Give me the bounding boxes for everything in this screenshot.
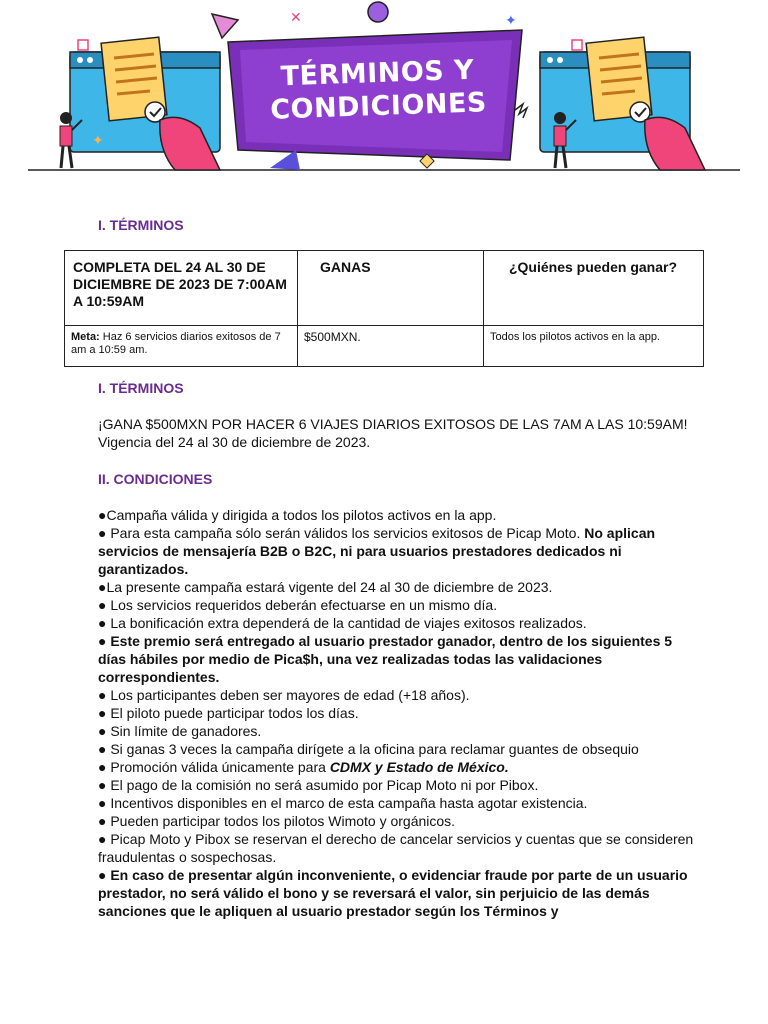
list-item: ● Si ganas 3 veces la campaña dirígete a la oficina para reclamar guantes de obsequio xyxy=(98,741,639,757)
svg-text:✦: ✦ xyxy=(505,13,517,29)
section-title-terminos: I. TÉRMINOS xyxy=(98,217,184,233)
promo-headline: ¡GANA $500MXN POR HACER 6 VIAJES DIARIOS EXITOSOS DE LAS 7AM A LAS 10:59AM! xyxy=(98,416,688,432)
list-item: ● El pago de la comisión no será asumido por Picap Moto ni por Pibox. xyxy=(98,777,539,793)
header-cell-prize: GANAS xyxy=(298,251,484,326)
list-item: ● Pueden participar todos los pilotos Wimoto y orgánicos. xyxy=(98,813,456,829)
section-title-terminos-2: I. TÉRMINOS xyxy=(98,380,184,396)
list-item: ● La bonificación extra dependerá de la cantidad de viajes exitosos realizados. xyxy=(98,615,587,631)
conditions-list xyxy=(98,506,698,920)
list-item: ● Sin límite de ganadores. xyxy=(98,723,262,739)
list-item: ● Los servicios requeridos deberán efectuarse en un mismo día. xyxy=(98,597,498,613)
banner-title xyxy=(251,54,505,129)
list-item: ● Promoción válida únicamente para CDMX y Estado de México. xyxy=(98,759,509,775)
list-item: ● Los participantes deben ser mayores de edad (+18 años). xyxy=(98,687,470,703)
meta-text: Haz 6 servicios diarios exitosos de 7 am a 10:59 am. xyxy=(71,331,281,356)
section-title-condiciones: II. CONDICIONES xyxy=(98,471,213,487)
banner-title-line1: TÉRMINOS Y xyxy=(280,54,475,93)
list-item: ● Incentivos disponibles en el marco de esta campaña hasta agotar existencia. xyxy=(98,795,588,811)
right-illustration xyxy=(540,37,705,170)
cell-prize: $500MXN. xyxy=(298,326,484,367)
promo-validity: Vigencia del 24 al 30 de diciembre de 2023. xyxy=(98,434,371,450)
list-item: ● El piloto puede participar todos los días. xyxy=(98,705,359,721)
list-item: ●La presente campaña estará vigente del 24 al 30 de diciembre de 2023. xyxy=(98,579,553,595)
table-header-row xyxy=(65,251,704,326)
list-item: ● En caso de presentar algún inconveniente, o evidenciar fraude por parte de un usuario prestador, no será válido el bono y se reversará el valor, sin perjuicio de las demás sanciones que le apliquen al usuario prestador según los Términos y xyxy=(98,867,688,919)
table-row xyxy=(65,326,704,367)
cell-meta xyxy=(65,326,298,367)
header-cell-period: COMPLETA DEL 24 AL 30 DE DICIEMBRE DE 2023 DE 7:00AM A 10:59AM xyxy=(65,251,298,326)
cell-who: Todos los pilotos activos en la app. xyxy=(484,326,704,367)
left-illustration xyxy=(60,37,220,170)
list-item: ●Campaña válida y dirigida a todos los pilotos activos en la app. xyxy=(98,507,497,523)
terms-table xyxy=(64,250,704,367)
list-item: ● Este premio será entregado al usuario prestador ganador, dentro de los siguientes 5 días hábiles por medio de Pica$h, una vez realizadas todas las validaciones correspondientes. xyxy=(98,633,673,685)
svg-text:✕: ✕ xyxy=(290,10,302,26)
list-item: ● Para esta campaña sólo serán válidos los servicios exitosos de Picap Moto. No aplican servicios de mensajería B2B o B2C, ni para usuarios prestadores dedicados ni garantizados. xyxy=(98,525,656,577)
svg-text:✦: ✦ xyxy=(92,133,104,149)
list-item: ● Picap Moto y Pibox se reservan el derecho de cancelar servicios y cuentas que se consideren fraudulentas o sospechosas. xyxy=(98,831,694,865)
meta-label: Meta: xyxy=(71,331,100,343)
header-cell-who: ¿Quiénes pueden ganar? xyxy=(484,251,704,326)
banner-title-line2: CONDICIONES xyxy=(269,87,488,126)
